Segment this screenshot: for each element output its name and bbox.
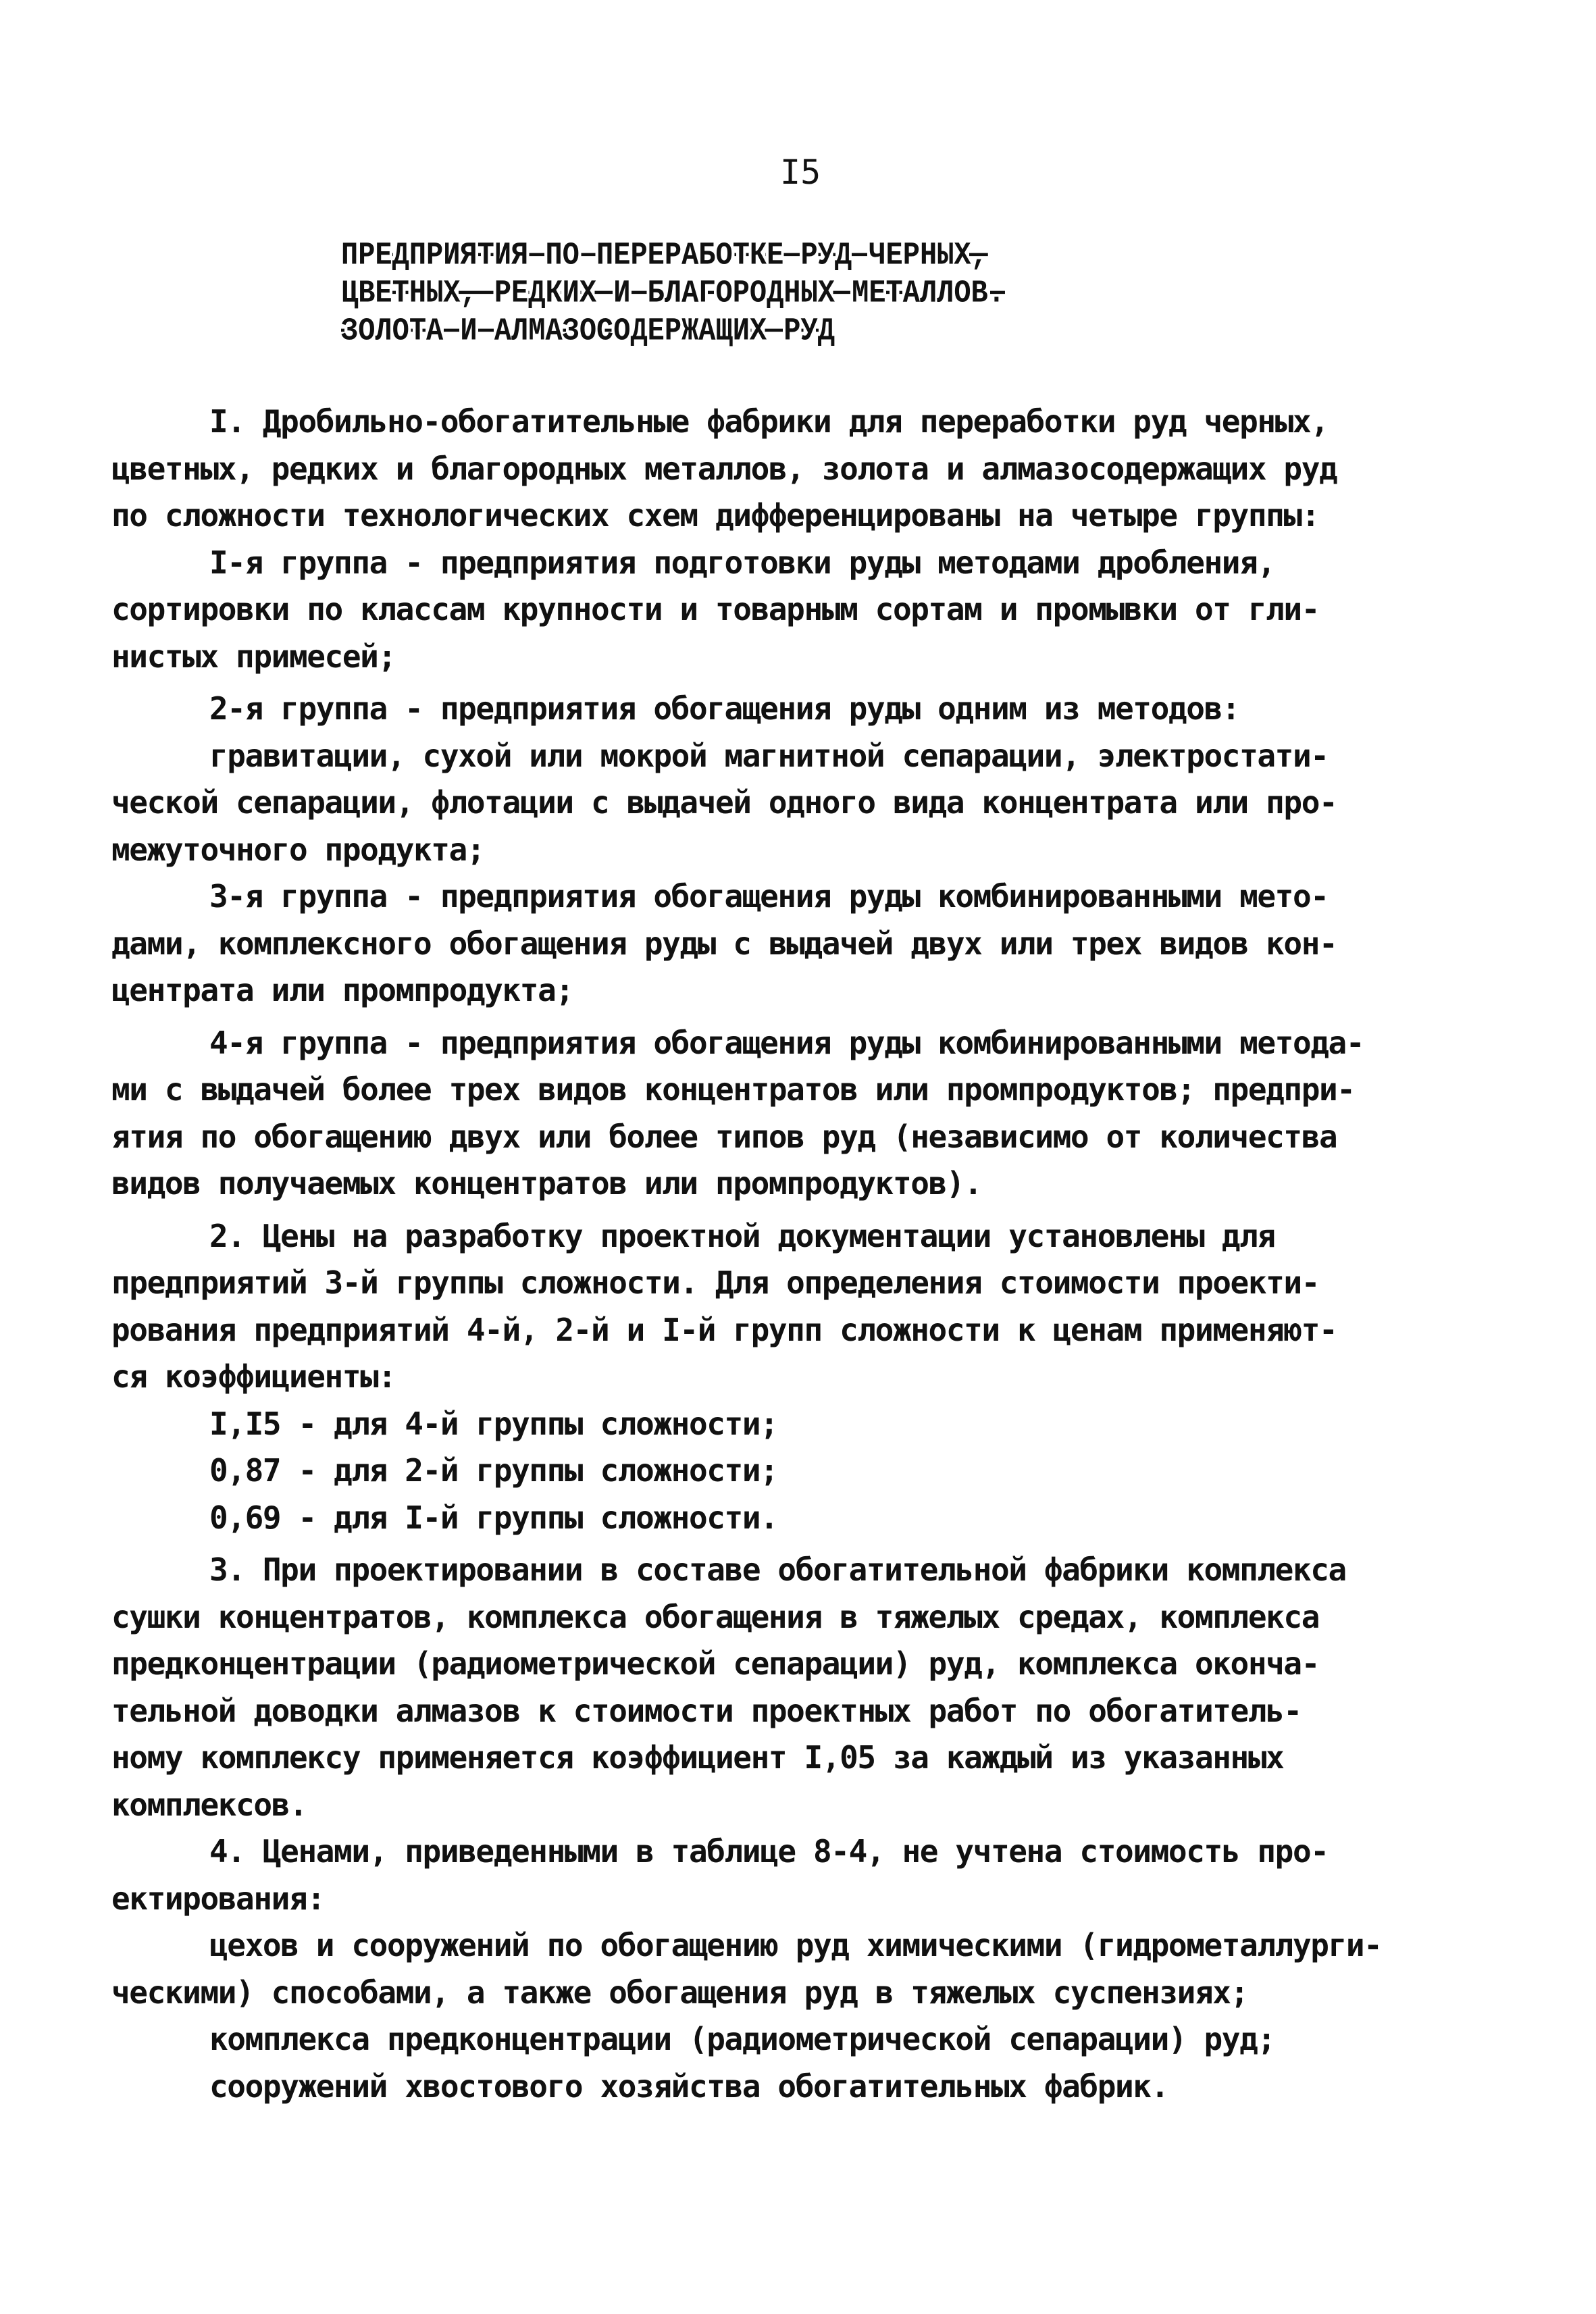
paragraph-2-line: 2. Цены на разработку проектной документации установлены для xyxy=(209,1217,1275,1254)
group-3-line: 3-я группа - предприятия обогащения руды комбинированными мето- xyxy=(209,878,1329,915)
paragraph-3-line: сушки концентратов, комплекса обогащения в тяжелых средах, комплекса xyxy=(111,1598,1320,1635)
paragraph-1-line: по сложности технологических схем дифференцированы на четыре группы: xyxy=(111,497,1320,534)
paragraph-2-line: рования предприятий 4-й, 2-й и I-й групп сложности к ценам применяют- xyxy=(111,1311,1337,1348)
group-4-line: ятия по обогащению двух или более типов руд (независимо от количества xyxy=(111,1118,1337,1155)
paragraph-1-line: цветных, редких и благородных металлов, золота и алмазосодержащих руд xyxy=(111,450,1337,487)
exclusion-item-line: сооружений хвостового хозяйства обогатительных фабрик. xyxy=(209,2067,1168,2105)
group-2-line: гравитации, сухой или мокрой магнитной сепарации, электростати- xyxy=(209,737,1329,774)
paragraph-3-line: 3. При проектировании в составе обогатительной фабрики комплекса xyxy=(209,1551,1346,1588)
coefficient-line: 0,87 - для 2-й группы сложности; xyxy=(209,1452,778,1489)
paragraph-4-line: ектирования: xyxy=(111,1880,325,1917)
paragraph-2-line: ся коэффициенты: xyxy=(111,1358,396,1395)
heading-line: ЦВЕТНЫХ, РЕДКИХ И БЛАГОРОДНЫХ МЕТАЛЛОВ. xyxy=(341,275,1005,311)
paragraph-1-line: I. Дробильно-обогатительные фабрики для переработки руд черных, xyxy=(209,403,1329,440)
paragraph-3-line: предконцентрации (радиометрической сепарации) руд, комплекса оконча- xyxy=(111,1645,1320,1682)
group-4-line: 4-я группа - предприятия обогащения руды комбинированными метода- xyxy=(209,1024,1364,1061)
exclusion-item-line: цехов и сооружений по обогащению руд химическими (гидрометаллурги- xyxy=(209,1927,1382,1963)
exclusion-item-line: комплекса предконцентрации (радиометрической сепарации) руд; xyxy=(209,2021,1275,2057)
coefficient-line: I,I5 - для 4-й группы сложности; xyxy=(209,1405,778,1442)
paragraph-4-line: 4. Ценами, приведенными в таблице 8-4, не учтена стоимость про- xyxy=(209,1833,1329,1870)
paragraph-3-line: комплексов. xyxy=(111,1786,307,1823)
body-text xyxy=(111,398,1489,2110)
group-1-line: сортировки по классам крупности и товарным сортам и промывки от гли- xyxy=(111,591,1320,627)
group-2-line: 2-я группа - предприятия обогащения руды одним из методов: xyxy=(209,690,1240,727)
page-number: I5 xyxy=(780,153,821,192)
group-1-line: I-я группа - предприятия подготовки руды методами дробления, xyxy=(209,544,1275,581)
section-heading xyxy=(341,236,1219,350)
group-3-line: центрата или промпродукта; xyxy=(111,972,573,1008)
group-1-line: нистых примесей; xyxy=(111,638,396,675)
group-3-line: дами, комплексного обогащения руды с выдачей двух или трех видов кон- xyxy=(111,925,1337,962)
group-2-line: межуточного продукта; xyxy=(111,831,485,868)
exclusion-item-line: ческими) способами, а также обогащения руд в тяжелых суспензиях; xyxy=(111,1974,1248,2011)
group-4-line: ми с выдачей более трех видов концентратов или промпродуктов; предпри- xyxy=(111,1071,1355,1108)
coefficient-line: 0,69 - для I-й группы сложности. xyxy=(209,1499,778,1536)
paragraph-3-line: ному комплексу применяется коэффициент I,05 за каждый из указанных xyxy=(111,1739,1284,1776)
heading-line: ЗОЛОТА И АЛМАЗОСОДЕРЖАЩИХ РУД xyxy=(341,313,835,349)
group-4-line: видов получаемых концентратов или промпродуктов). xyxy=(111,1165,982,1202)
group-2-line: ческой сепарации, флотации с выдачей одного вида концентрата или про- xyxy=(111,784,1337,821)
heading-line: ПРЕДПРИЯТИЯ ПО ПЕРЕРАБОТКЕ РУД ЧЕРНЫХ, xyxy=(341,237,988,274)
paragraph-2-line: предприятий 3-й группы сложности. Для определения стоимости проекти- xyxy=(111,1264,1320,1301)
paragraph-3-line: тельной доводки алмазов к стоимости проектных работ по обогатитель- xyxy=(111,1692,1302,1729)
